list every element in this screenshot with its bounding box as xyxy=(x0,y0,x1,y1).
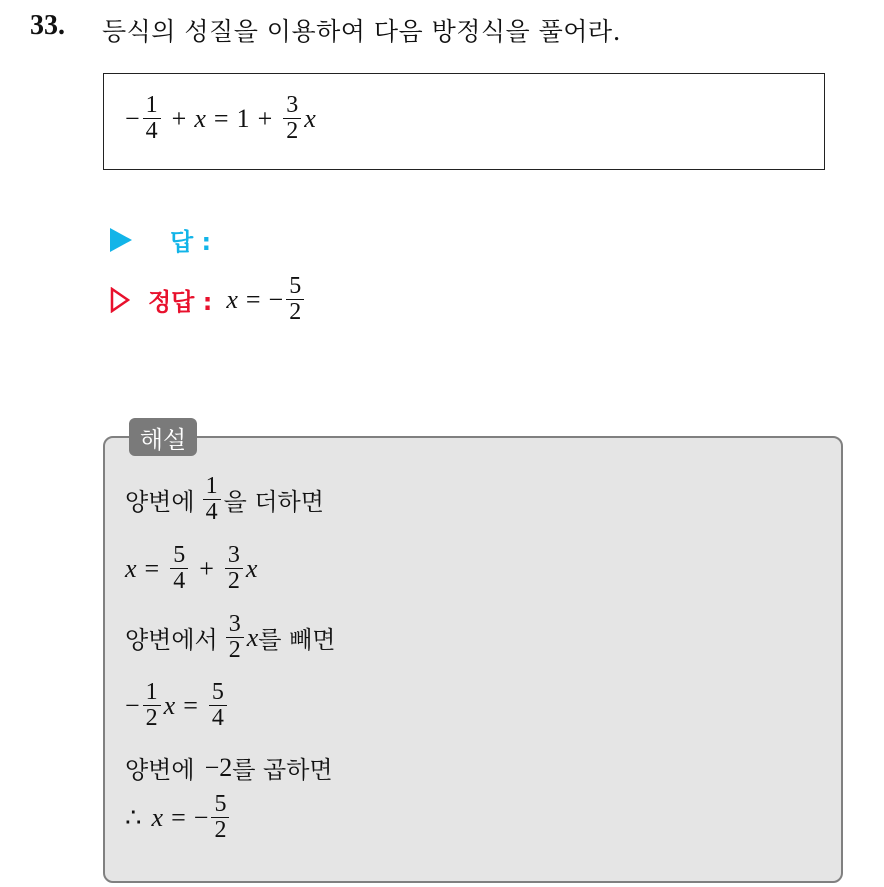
step3-suffix: 를 빼면 xyxy=(258,626,336,655)
step6-equals: = xyxy=(171,802,186,832)
step5-value: −2 xyxy=(204,752,233,782)
frac-den: 2 xyxy=(143,705,161,731)
frac-den: 2 xyxy=(225,568,243,594)
answer-label: 답 : xyxy=(170,228,212,256)
frac-den: 2 xyxy=(226,637,244,663)
step6-frac xyxy=(211,792,229,843)
step4-equals: = xyxy=(183,690,198,720)
frac-den: 2 xyxy=(286,299,304,325)
step2-frac-1 xyxy=(170,543,188,594)
step1-frac xyxy=(203,474,221,525)
step4-frac-1 xyxy=(143,680,161,731)
frac-den: 4 xyxy=(203,499,221,525)
answer-minus: − xyxy=(268,284,284,314)
frac-num: 3 xyxy=(286,92,299,118)
solution-step-6 xyxy=(125,792,232,843)
solution-step-5 xyxy=(125,750,333,785)
frac-num: 5 xyxy=(214,791,227,817)
frac-num: 3 xyxy=(228,611,241,637)
step2-frac-2 xyxy=(225,543,243,594)
correct-answer-value xyxy=(226,274,307,325)
filled-triangle-icon xyxy=(110,228,132,252)
step3-frac xyxy=(226,612,244,663)
frac-den: 2 xyxy=(283,118,301,144)
step1-suffix: 을 더하면 xyxy=(223,488,324,517)
step2-plus: + xyxy=(199,553,214,583)
step2-var: x xyxy=(125,553,137,583)
question-prompt: 등식의 성질을 이용하여 다음 방정식을 풀어라. xyxy=(102,17,622,46)
equation xyxy=(125,93,316,144)
frac-num: 1 xyxy=(205,473,218,499)
answer-equals: = xyxy=(245,284,261,314)
step2-equals: = xyxy=(144,553,160,583)
eq-minus: − xyxy=(125,103,140,133)
step6-minus: − xyxy=(193,802,209,832)
step2-var-2: x xyxy=(245,553,258,583)
answer-row xyxy=(110,222,211,257)
frac-num: 1 xyxy=(145,679,158,705)
frac-den: 4 xyxy=(143,118,161,144)
eq-plus-2: + xyxy=(257,103,273,133)
frac-num: 1 xyxy=(145,92,158,118)
frac-den: 2 xyxy=(211,817,229,843)
solution-step-1 xyxy=(125,474,324,525)
solution-step-4 xyxy=(125,680,230,731)
step5-prefix: 양변에 xyxy=(125,756,195,784)
question-number: 33. xyxy=(30,10,65,41)
solution-step-3 xyxy=(125,612,335,663)
frac-num: 5 xyxy=(211,679,224,705)
answer-var-x: x xyxy=(226,284,238,314)
correct-answer-row xyxy=(110,274,307,325)
step3-prefix: 양변에서 xyxy=(125,626,218,655)
correct-answer-label: 정답 : xyxy=(148,288,213,317)
frac-num: 3 xyxy=(227,542,240,568)
solution-tag: 해설 xyxy=(129,418,197,456)
eq-var-x-2: x xyxy=(304,103,316,133)
step4-minus: − xyxy=(125,690,140,720)
step3-var: x xyxy=(246,622,259,652)
step4-frac-2 xyxy=(209,680,227,731)
eq-plus: + xyxy=(171,103,187,133)
step1-prefix: 양변에 xyxy=(125,488,195,517)
eq-equals: = xyxy=(213,103,229,133)
therefore-symbol: ∴ xyxy=(125,802,142,832)
frac-den: 4 xyxy=(209,705,227,731)
eq-var-x: x xyxy=(194,103,206,133)
frac-den: 4 xyxy=(170,568,188,594)
step4-var: x xyxy=(163,690,176,720)
eq-const-1: 1 xyxy=(236,103,250,133)
frac-num: 5 xyxy=(289,273,302,299)
answer-frac-5-2 xyxy=(286,274,304,325)
frac-num: 5 xyxy=(173,542,186,568)
step6-var: x xyxy=(151,802,164,832)
eq-frac-1-4 xyxy=(143,93,161,144)
eq-frac-3-2 xyxy=(283,93,301,144)
step5-suffix: 를 곱하면 xyxy=(232,756,333,784)
solution-step-2 xyxy=(125,543,257,594)
outline-triangle-icon xyxy=(110,287,130,313)
